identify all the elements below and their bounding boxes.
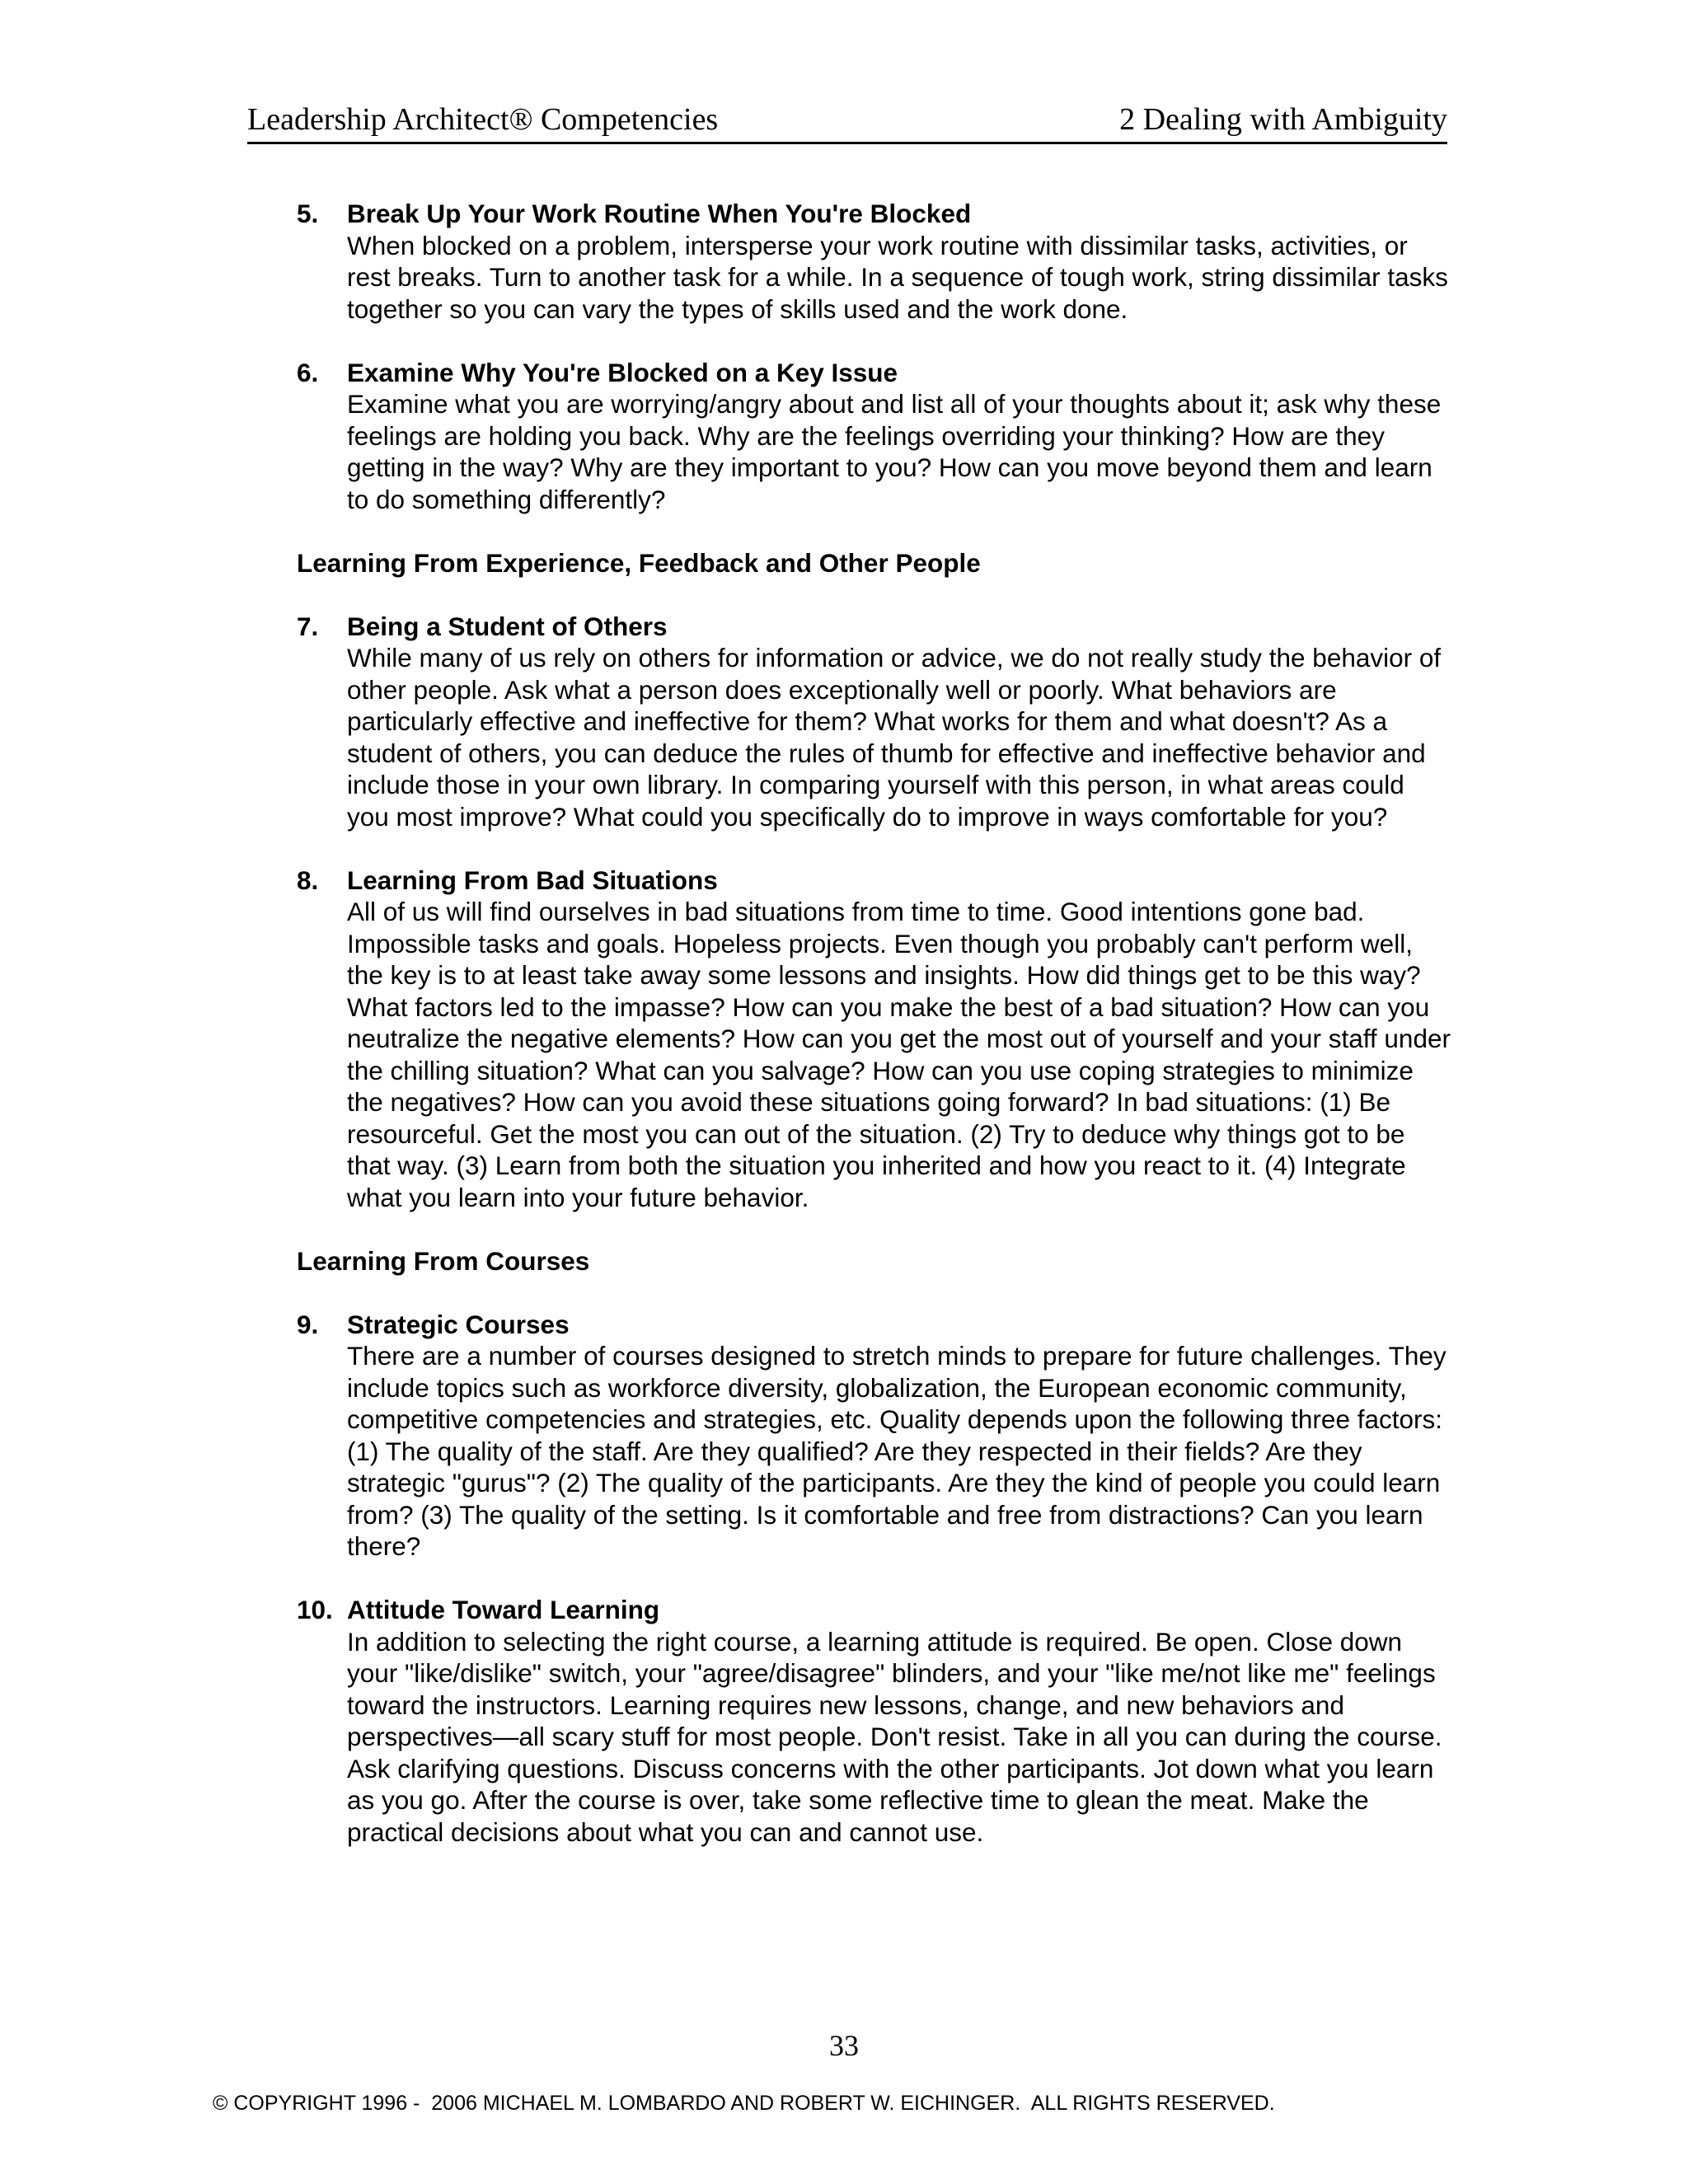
tip-title: Learning From Bad Situations: [347, 865, 718, 895]
tip-item: [297, 1309, 1451, 1563]
tip-body: In addition to selecting the right course, a learning attitude is required. Be open. Close down your "like/dislike" switch, your "agree/disagree" blinders, and your "like me/not like me" feelings toward the instructors. Learning requires new lessons, change, and new behaviors and perspectives—all scary stuff for most people. Don't resist. Take in all you can during the course. Ask clarifying questions. Discuss concerns with the other participants. Jot down what you learn as you go. After the course is over, take some reflective time to glean the meat. Make the practical decisions about what you can and cannot use.: [347, 1626, 1442, 1847]
tip-title: Being a Student of Others: [347, 611, 668, 641]
tip-number: 6.: [297, 357, 319, 387]
copyright-notice: © COPYRIGHT 1996 - 2006 MICHAEL M. LOMBARDO AND ROBERT W. EICHINGER. ALL RIGHTS RESERVED.: [213, 2092, 1275, 2115]
section-heading-courses: Learning From Courses: [297, 1245, 590, 1276]
tip-number: 5.: [297, 199, 319, 228]
tip-number: 8.: [297, 865, 319, 895]
page-number: 33: [829, 2029, 859, 2062]
tip-item: [297, 865, 1451, 1214]
tip-item: [297, 357, 1451, 516]
tip-title: Attitude Toward Learning: [347, 1595, 660, 1624]
tip-body: When blocked on a problem, intersperse your work routine with dissimilar tasks, activities, or rest breaks. Turn to another task for a while. In a sequence of tough work, string dissimilar tasks together so you can vary the types of skills used and the work done.: [347, 230, 1448, 324]
tip-number: 9.: [297, 1309, 319, 1339]
tip-body: Examine what you are worrying/angry about and list all of your thoughts about it; ask why these feelings are holding you back. Why are the feelings overriding your thinking? How are they getting in the way? Why are they important to you? How can you move beyond them and learn to do something differently?: [347, 389, 1442, 514]
tip-item: [297, 611, 1451, 833]
page-content: [297, 198, 1451, 1848]
tip-title: Break Up Your Work Routine When You're Blocked: [347, 199, 972, 228]
header-chapter-title: 2 Dealing with Ambiguity: [1119, 102, 1447, 137]
tip-body: All of us will find ourselves in bad situations from time to time. Good intentions gone bad. Impossible tasks and goals. Hopeless projects. Even though you probably can't perform well, the key is to at least take away some lessons and insights. How did things get to be this way? What factors led to the impasse? How can you make the best of a bad situation? How can you neutralize the negative elements? How can you get the most out of yourself and your staff under the chilling situation? What can you salvage? How can you use coping strategies to minimize the negatives? How can you avoid these situations going forward? In bad situations: (1) Be resourceful. Get the most you can out of the situation. (2) Try to deduce why things got to be that way. (3) Learn from both the situation you inherited and how you react to it. (4) Integrate what you learn into your future behavior.: [347, 897, 1451, 1212]
section-heading-experience: Learning From Experience, Feedback and Other People: [297, 547, 981, 578]
tip-body: While many of us rely on others for information or advice, we do not really study the behavior of other people. Ask what a person does exceptionally well or poorly. What behaviors are particularly effective and ineffective for them? What works for them and what doesn't? As a student of others, you can deduce the rules of thumb for effective and ineffective behavior and include those in your own library. In comparing yourself with this person, in what areas could you most improve? What could you specifically do to improve in ways comfortable for you?: [347, 643, 1442, 832]
running-header: [247, 97, 1447, 144]
tip-item: [297, 1594, 1451, 1848]
tip-item: [297, 198, 1451, 325]
tip-number: 10.: [297, 1595, 333, 1624]
tip-title: Examine Why You're Blocked on a Key Issue: [347, 357, 898, 387]
tip-body: There are a number of courses designed to stretch minds to prepare for future challenges. They include topics such as workforce diversity, globalization, the European economic community, competitive competencies and strategies, etc. Quality depends upon the following three factors: (1) The quality of the staff. Are they qualified? Are they respected in their fields? Are they strategic "gurus"? (2) The quality of the participants. Are they the kind of people you could learn from? (3) The quality of the setting. Is it comfortable and free from distractions? Can you learn there?: [347, 1341, 1447, 1561]
tip-title: Strategic Courses: [347, 1309, 570, 1339]
tip-number: 7.: [297, 611, 319, 641]
header-book-title: Leadership Architect® Competencies: [247, 102, 719, 137]
